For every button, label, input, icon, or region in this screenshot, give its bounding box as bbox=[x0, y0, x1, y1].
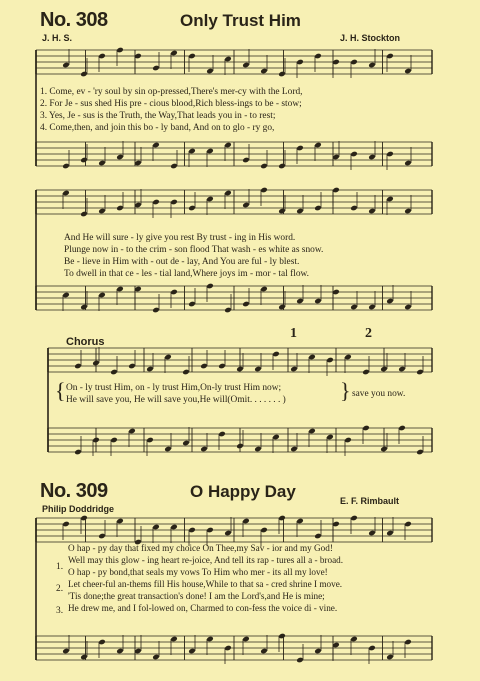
chorus-ending-lyric: save you now. bbox=[352, 389, 406, 399]
words-credit: Philip Doddridge bbox=[42, 504, 114, 514]
lyric-line: 4. Come,then, and join this bo - ly band, And on to glo - ry go, bbox=[40, 123, 275, 133]
verse-lyrics-hymn-309 bbox=[68, 542, 343, 614]
verse-lyrics-system-1 bbox=[40, 86, 303, 134]
lyric-line: 1. Come, ev - 'ry soul by sin op-pressed,There's mer-cy with the Lord, bbox=[40, 87, 303, 97]
lyric-brace-left: { bbox=[55, 378, 66, 403]
lyric-line: He will save you, He will save you,He will(Omit. . . . . . . ) bbox=[66, 395, 286, 405]
lyric-brace-right: } bbox=[340, 378, 351, 403]
verse-lyrics-system-2 bbox=[64, 232, 323, 280]
verse-number: 1. bbox=[56, 562, 64, 572]
lyric-line: And He will sure - ly give you rest By trust - ing in His word. bbox=[64, 233, 296, 243]
lyric-line: Plunge now in - to the crim - son flood That wash - es white as snow. bbox=[64, 245, 324, 255]
verse-number: 3. bbox=[56, 606, 64, 616]
hymn-title: Only Trust Him bbox=[180, 11, 301, 30]
music-credit: E. F. Rimbault bbox=[340, 496, 400, 506]
lyric-line: He drew me, and I fol-lowed on, Charmed to con-fess the voice di - vine. bbox=[68, 603, 338, 613]
chorus-lyrics bbox=[66, 382, 286, 406]
lyric-line: O hap - py bond,that seals my vows To Him who mer - its all my love! bbox=[68, 567, 328, 577]
lyric-line: To dwell in that ce - les - tial land,Where joys im - mor - tal flow. bbox=[64, 269, 310, 279]
words-credit: J. H. S. bbox=[42, 33, 73, 43]
hymn-title: O Happy Day bbox=[190, 482, 296, 501]
lyric-line: O hap - py day that fixed my choice On Thee,my Sav - ior and my God! bbox=[68, 543, 333, 553]
verse-number: 2. bbox=[56, 584, 64, 594]
first-ending-number: 1 bbox=[290, 326, 297, 341]
lyric-line: On - ly trust Him, on - ly trust Him,On-ly trust Him now; bbox=[66, 383, 282, 393]
lyric-line: Well may this glow - ing heart re-joice, And tell its rap - tures all a - broad. bbox=[68, 555, 344, 565]
lyric-line: Let cheer-ful an-thems fill His house,While to that sa - cred shrine I move. bbox=[68, 579, 343, 589]
lyric-line: 'Tis done;the great transaction's done! I am the Lord's,and He is mine; bbox=[68, 591, 325, 601]
hymn-number: No. 308 bbox=[40, 9, 108, 31]
music-credit: J. H. Stockton bbox=[340, 33, 401, 43]
lyric-line: 2. For Je - sus shed His pre - cious blood,Rich bless-ings to be - stow; bbox=[40, 99, 302, 109]
second-ending-number: 2 bbox=[365, 326, 372, 341]
chorus-label: Chorus bbox=[66, 336, 105, 348]
hymn-number: No. 309 bbox=[40, 480, 108, 502]
lyric-line: 3. Yes, Je - sus is the Truth, the Way,That leads you in - to rest; bbox=[40, 111, 276, 121]
lyric-line: Be - lieve in Him with - out de - lay, And You are ful - ly blest. bbox=[64, 257, 300, 267]
